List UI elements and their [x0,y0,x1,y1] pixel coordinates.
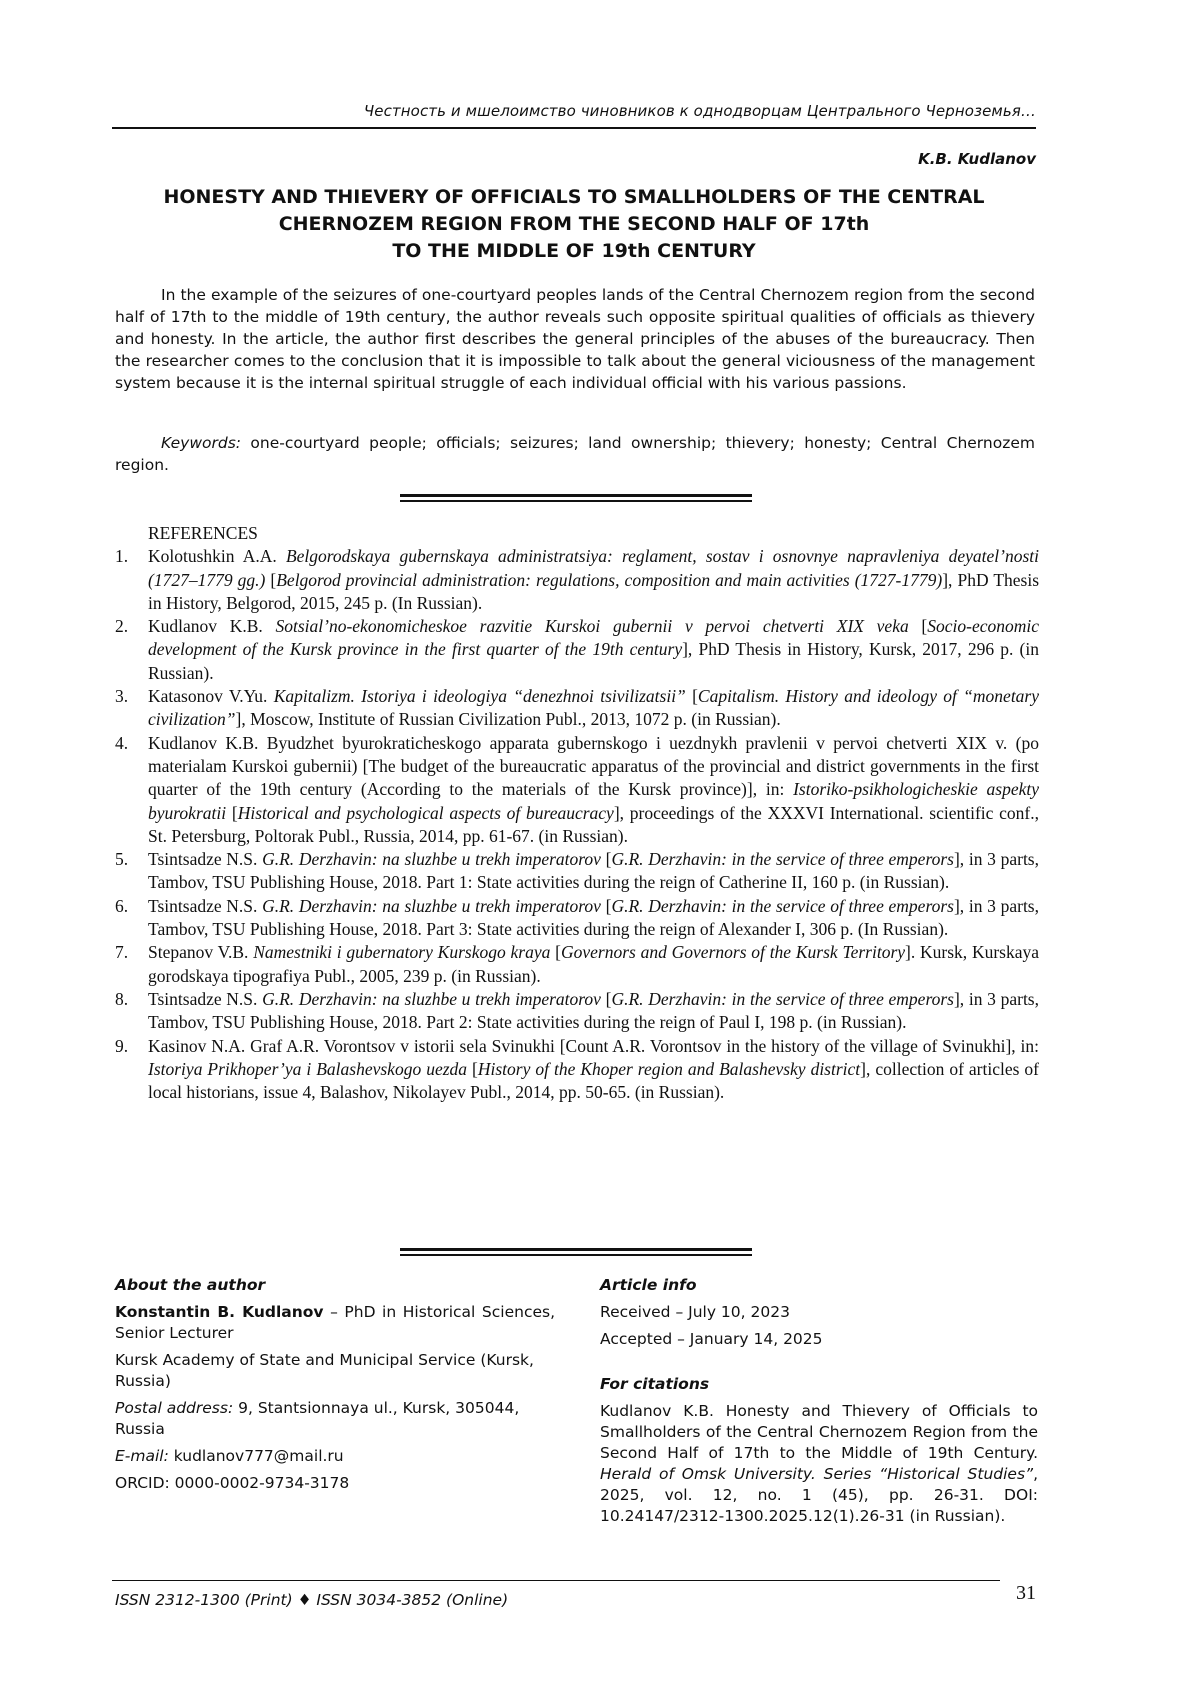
reference-number: 2. [115,616,129,637]
reference-text: Kudlanov K.B. Byudzhet byurokraticheskogo apparata gubernskogo i uezdnykh pravlenii v pervoi chetverti XIX v. (po materialam Kurskoi gubernii) [The budget of the bureaucratic apparatus of the provincial and district governments in the first quarter of the 19th century (According to the materials of the Kursk province)], in: [148,732,1039,800]
reference-text: Kudlanov K.B. [148,616,276,637]
email-label: E-mail: [115,1447,169,1465]
reference-title: Namestniki i gubernatory Kurskogo kraya [253,942,551,963]
running-head: Честность и мшелоимство чиновников к однодворцам Центрального Черноземья… [363,102,1036,120]
reference-text: ], in 3 parts, Tambov, TSU Publishing House, 2018. Part 2: State activities during the reign of Paul I, 198 p. (in Russian). [148,988,1039,1033]
reference-text: Tsintsadze N.S. [148,849,263,870]
section-divider [400,1248,752,1256]
reference-title: G.R. Derzhavin: na sluzhbe u trekh imperatorov [262,849,601,870]
citation-main: Kudlanov K.B. Honesty and Thievery of Officials to Smallholders of the Central Chernozem Region from the Second Half of 17th to the Middle of 19th Century. [600,1402,1038,1462]
reference-title: Capitalism. History and ideology of “monetary civilization” [148,686,1040,730]
reference-text: [ [600,849,612,870]
postal-label: Postal address: [115,1399,234,1417]
reference-text: Kasinov N.A. Graf A.R. Vorontsov v istorii sela Svinukhi [Count A.R. Vorontsov in the history of the village of Svinukhi], in: [148,1035,1039,1056]
reference-title: Governors and Governors of the Kursk Territory [560,942,906,963]
abstract [115,284,1035,394]
reference-text: ], proceedings of the XXXVI International. scientific conf., St. Petersburg, Poltorak Publ., Russia, 2014, pp. 61-67. (in Russian). [148,802,1040,846]
reference-item [115,895,1039,942]
page-number: 31 [1016,1582,1036,1604]
issn-line: ISSN 2312-1300 (Print) ♦ ISSN 3034-3852 (Online) [115,1591,509,1609]
reference-item [115,1035,1039,1105]
reference-text: [ [467,1058,478,1079]
reference-text: ], in 3 parts, Tambov, TSU Publishing House, 2018. Part 1: State activities during the reign of Catherine II, 160 p. (in Russian). [148,849,1039,893]
postal-address [115,1398,555,1440]
reference-text: ], collection of articles of local historians, issue 4, Balashov, Nikolayev Publ., 2014, pp. 50-65. (in Russian). [148,1058,1040,1103]
reference-text: ], PhD Thesis in History, Kursk, 2017, 296 p. (in Russian). [148,639,1039,683]
reference-text: Kolotushkin A.A. [148,546,286,567]
postal-value: 9, Stantsionnaya ul., Kursk, 305044, Russia [115,1399,520,1438]
reference-number: 3. [115,686,129,707]
reference-title: Socio-economic development of the Kursk province in the first quarter of the 19th century [148,616,1040,660]
article-author: K.B. Kudlanov [918,150,1036,168]
keywords-label: Keywords: [161,434,241,452]
citation-text [600,1401,1038,1527]
title-line: HONESTY AND THIEVERY OF OFFICIALS TO SMALLHOLDERS OF THE CENTRAL [163,186,985,208]
accepted-date: Accepted – January 14, 2025 [600,1330,823,1348]
reference-title: Istoriko-psikhologicheskie aspekty byurokratii [148,779,1039,823]
reference-number: 6. [115,895,129,916]
title-line: TO THE MIDDLE OF 19th CENTURY [392,240,756,262]
keywords [115,432,1035,476]
reference-title: Belgorodskaya gubernskaya administratsiya: reglament, sostav i osnovnye napravleniya deyatel’nosti (1727–1779 gg.) [148,546,1039,590]
reference-title: G.R. Derzhavin: na sluzhbe u trekh imperatorov [262,895,601,916]
reference-number: 7. [115,942,129,963]
reference-item [115,941,1039,988]
reference-number: 1. [115,546,129,567]
about-author-column [115,1275,555,1500]
reference-item [115,732,1039,848]
reference-item [115,988,1039,1035]
section-divider [400,494,752,502]
orcid: ORCID: 0000-0002-9734-3178 [115,1474,350,1492]
reference-title: Historical and psychological aspects of bureaucracy [237,802,614,823]
reference-title: G.R. Derzhavin: na sluzhbe u trekh imperatorov [262,988,601,1009]
reference-item [115,685,1039,732]
reference-number: 5. [115,849,129,870]
reference-text: [ [908,616,928,637]
reference-title: Istoriya Prikhoper’ya i Balashevskogo uezda [148,1058,468,1079]
reference-title: G.R. Derzhavin: in the service of three emperors [611,895,954,916]
article-info-column [600,1275,1038,1533]
reference-title: Sotsial’no-ekonomicheskoe razvitie Kurskoi gubernii v pervoi chetverti XIX veka [275,616,909,637]
references-list [115,545,1039,1104]
references-section [115,522,1039,1104]
references-heading: REFERENCES [148,523,258,543]
author-affiliation: Kursk Academy of State and Municipal Service (Kursk, Russia) [115,1351,534,1390]
reference-title: History of the Khoper region and Balashevsky district [477,1058,861,1079]
about-author-heading: About the author [115,1276,266,1294]
title-line: CHERNOZEM REGION FROM THE SECOND HALF OF 17th [278,213,870,235]
reference-text: [ [265,569,277,590]
reference-number: 8. [115,988,129,1009]
reference-text: Tsintsadze N.S. [148,988,263,1009]
reference-text: Katasonov V.Yu. [148,686,274,707]
header-rule [112,127,1036,129]
citation-journal: Herald of Omsk University. Series “Historical Studies” [600,1465,1034,1483]
reference-text: ], PhD Thesis in History, Belgorod, 2015, 245 p. (In Russian). [148,569,1040,613]
article-title [112,184,1036,265]
article-info-heading: Article info [600,1276,697,1294]
footer-rule [112,1580,1000,1581]
author-bio [115,1302,555,1344]
reference-text: [ [226,802,238,823]
email-line [115,1446,555,1467]
reference-title: G.R. Derzhavin: in the service of three emperors [611,988,954,1009]
reference-text: [ [600,988,612,1009]
reference-number: 9. [115,1035,129,1056]
reference-item [115,848,1039,895]
author-name: Konstantin B. Kudlanov [115,1303,324,1321]
reference-item [115,545,1039,615]
reference-text: [ [685,686,698,707]
reference-title: G.R. Derzhavin: in the service of three emperors [611,849,954,870]
reference-text: Stepanov V.B. [148,942,254,963]
keywords-text: one-courtyard people; officials; seizures; land ownership; thievery; honesty; Central Chernozem region. [115,434,1035,474]
reference-text: ], in 3 parts, Tambov, TSU Publishing House, 2018. Part 3: State activities during the reign of Alexander I, 306 p. (In Russian). [148,895,1039,940]
reference-title: Belgorod provincial administration: regulations, composition and main activities (1727-1779) [276,569,943,590]
citations-heading: For citations [600,1375,710,1393]
received-date: Received – July 10, 2023 [600,1303,790,1321]
reference-text: [ [600,895,612,916]
reference-text: Tsintsadze N.S. [148,895,263,916]
citation-tail: , 2025, vol. 12, no. 1 (45), pp. 26-31. DOI: 10.24147/2312-1300.2025.12(1).26-31 (in Russian). [600,1465,1038,1525]
email-value[interactable]: kudlanov777@mail.ru [168,1447,344,1465]
author-position: – PhD in Historical Sciences, Senior Lecturer [115,1303,556,1342]
reference-text: ], Moscow, Institute of Russian Civilization Publ., 2013, 1072 p. (in Russian). [235,709,781,730]
reference-text: [ [550,942,561,963]
abstract-text: In the example of the seizures of one-courtyard peoples lands of the Central Chernozem region from the second half of 17th to the middle of 19th century, the author reveals such opposite spiritual qualities of officials as thievery and honesty. In the article, the author first describes the general principles of the abuses of the bureaucracy. Then the researcher comes to the conclusion that it is impossible to talk about the general viciousness of the management system because it is the internal spiritual struggle of each individual official with his various passions. [115,286,1035,392]
reference-text: ]. Kursk, Kurskaya gorodskaya tipografiya Publ., 2005, 239 p. (in Russian). [148,942,1039,986]
reference-number: 4. [115,732,129,753]
reference-title: Kapitalizm. Istoriya i ideologiya “denezhnoi tsivilizatsii” [273,686,686,707]
reference-item [115,615,1039,685]
